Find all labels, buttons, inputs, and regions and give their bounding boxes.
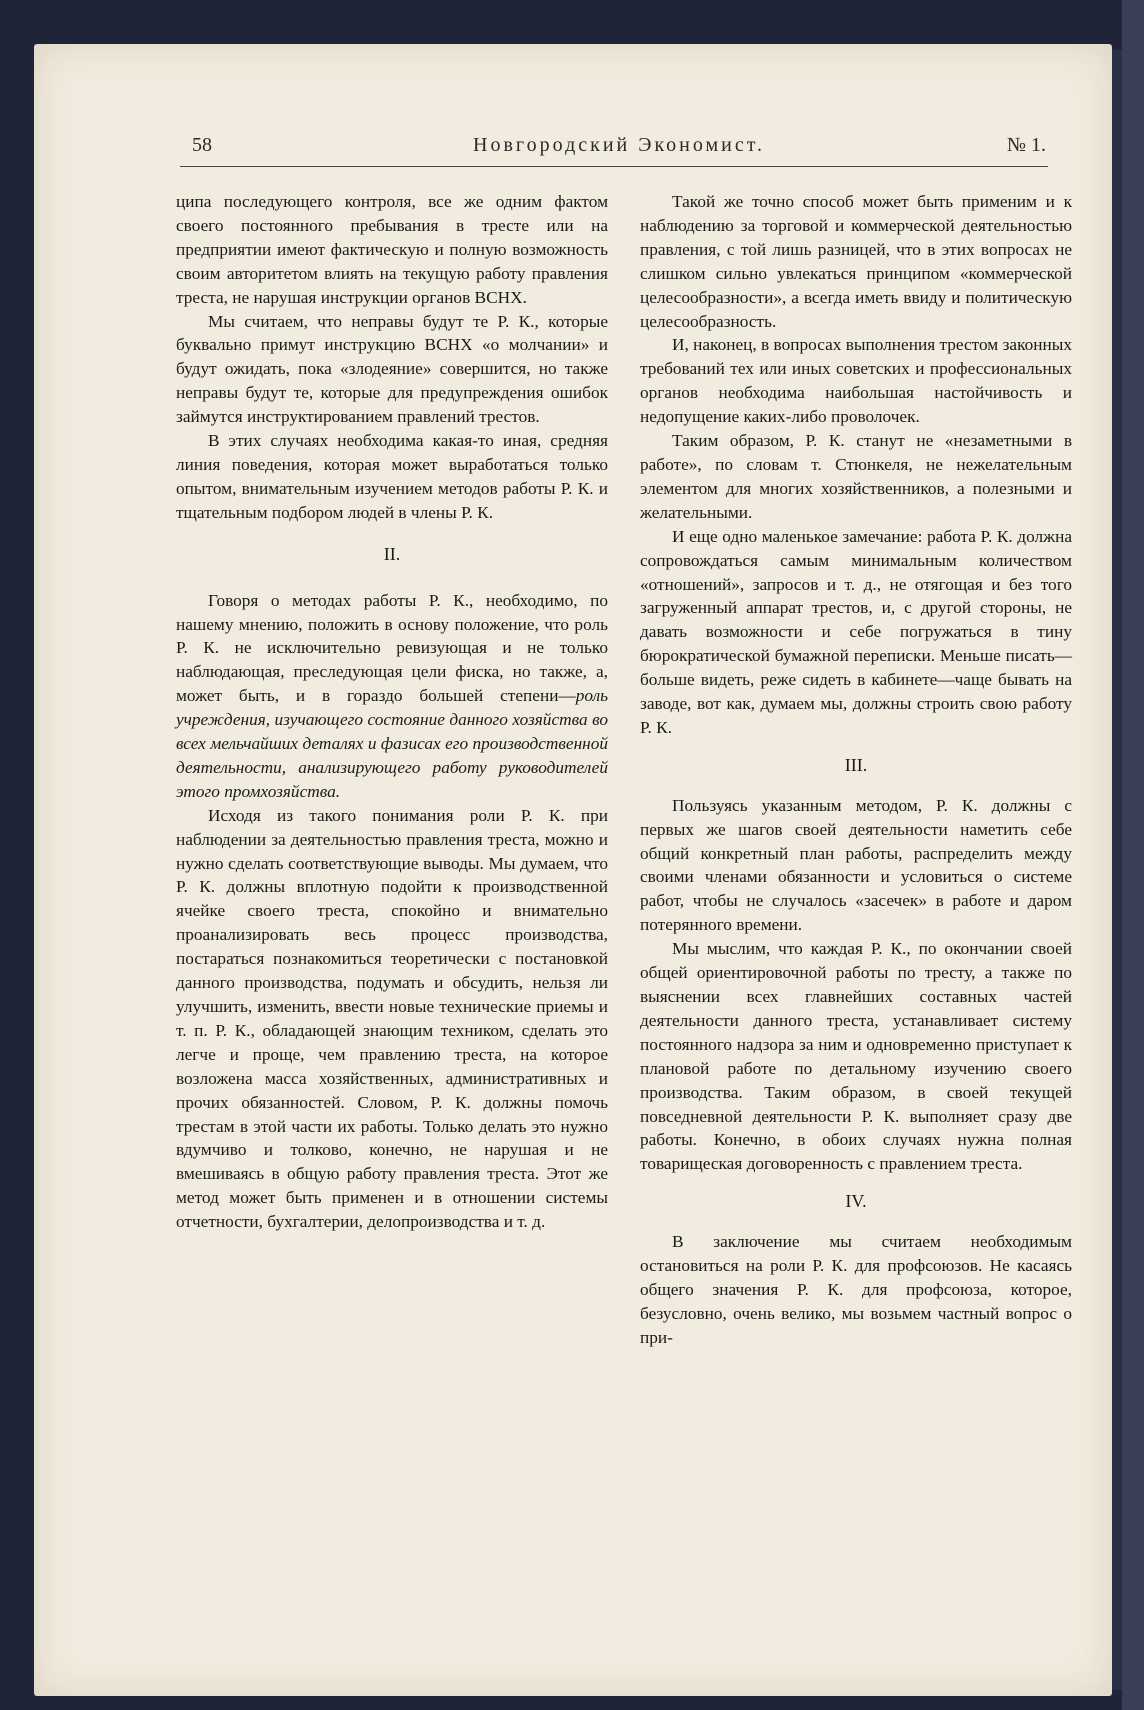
right-column xyxy=(640,190,1072,1350)
paragraph: В этих случаях необходима какая-то иная, средняя линия поведения, которая может выработаться только опытом, внимательным изучением методов работы Р. К. и тщательным подбором людей в члены Р. К. xyxy=(176,431,608,522)
paragraph: И, наконец, в вопросах выполнения трестом законных требований тех или иных советских и профессиональных органов необходима наибольшая настойчивость и недопущение каких-либо проволочек. xyxy=(640,335,1072,427)
paragraph: Исходя из такого понимания роли Р. К. при наблюдении за деятельностью правления треста, можно и нужно сделать соответствующие выводы. Мы думаем, что Р. К. должны вплотную подойти к производственной ячейке своего треста, спокойно и внимательно проанализировать весь процесс производства, постараться познакомиться теоретически с постановкой данного производства, подумать и обсудить, нельзя ли улучшить, изменить, ввести новые технические приемы и т. п. Р. К., обладающей знающим техником, сделать это легче и проще, чем правлению треста, на которое возложена масса хозяйственных, административных и прочих обязанностей. Словом, Р. К. должны помочь трестам в этой части их работы. Только делать это нужно вдумчиво и толково, конечно, не нарушая и не вмешиваясь в общую работу правления треста. Этот же метод может быть применен и в отношении системы отчетности, бухгалтерии, делопроизводства и т. д. xyxy=(176,805,608,1232)
header-rule xyxy=(180,166,1048,167)
section-heading-3: III. xyxy=(844,754,868,775)
left-column xyxy=(176,190,608,1234)
paragraph: Таким образом, Р. К. станут не «незаметными в работе», по словам т. Стюнкеля, не нежелательным элементом для многих хозяйственников, а полезными и желательными. xyxy=(640,431,1072,522)
book-spine xyxy=(1122,0,1144,1710)
paragraph: В заключение мы считаем необходимым остановиться на роли Р. К. для профсоюзов. Не касаясь общего значения Р. К. для профсоюза, которое, безусловно, очень велико, мы возьмем частный вопрос о при- xyxy=(640,1232,1072,1347)
paragraph: И еще одно маленькое замечание: работа Р. К. должна сопровождаться самым минимальным количеством «отношений», запросов и т. д., не отягощая и без того загруженный аппарат трестов, и, с другой стороны, не давать возможности и себе погружаться в тину бюрократической бумажной переписки. Меньше писать—больше видеть, реже сидеть в кабинете—чаще бывать на заводе, вот как, думаем мы, должны строить свою работу Р. К. xyxy=(640,526,1072,737)
running-header xyxy=(192,134,1046,166)
paragraph-text: Говоря о методах работы Р. К., необходимо, по нашему мнению, положить в основу положение, что роль Р. К. не исключительно ревизующая и не только наблюдающая, преследующая цели фиска, но также, а, может быть, и в гораздо большей степени— xyxy=(176,590,608,706)
page-edge xyxy=(1112,50,1122,1690)
issue-number: № 1. xyxy=(1006,134,1046,156)
paragraph xyxy=(176,589,608,804)
paragraph: ципа последующего контроля, все же одним фактом своего постоянного пребывания в тресте или на предприятии имеют фактическую и полную возможность своим авторитетом влиять на текущую работу правления треста, не нарушая инструкции органов ВСНХ. xyxy=(176,192,608,307)
section-heading-4: IV. xyxy=(845,1191,867,1212)
italic-emphasis: роль учреждения, изучающего состояние данного хозяйства во всех мельчайших деталях и фазисах его производственной деятельности, анализирующего работу руководителей этого промхозяйства. xyxy=(176,686,608,801)
journal-title: Новгородский Экономист. xyxy=(473,134,765,156)
paragraph: Пользуясь указанным методом, Р. К. должны с первых же шагов своей деятельности наметить себе общий конкретный план работы, распределить между своими членами обязанности и условиться о системе работ, чтобы не случалось «засечек» в работе и даром потерянного времени. xyxy=(640,795,1072,935)
paragraph: Мы считаем, что неправы будут те Р. К., которые буквально примут инструкцию ВСНХ «о молчании» и будут ожидать, пока «злодеяние» совершится, но также неправы будут те, которые для предупреждения ошибок займутся инструктированием правлений трестов. xyxy=(176,311,608,427)
paragraph: Такой же точно способ может быть применим и к наблюдению за торговой и коммерческой деятельностью правления, с той лишь разницей, что в этих вопросах не слишком сильно увлекаться принципом «коммерческой целесообразности», а всегда иметь ввиду и политическую целесообразность. xyxy=(640,192,1072,331)
paragraph: Мы мыслим, что каждая Р. К., по окончании своей общей ориентировочной работы по тресту, а также по выяснении всех главнейших составных частей деятельности данного треста, устанавливает систему постоянного надзора за ним и одновременно приступает к плановой работе по детальному изучению своего производства. Таким образом, в своей текущей повседневной деятельности Р. К. выполняет сразу две работы. Конечно, в обоих случаях нужна полная товарищеская договоренность с правлением треста. xyxy=(640,939,1072,1174)
page-number: 58 xyxy=(192,134,212,156)
section-heading-2: II. xyxy=(383,543,401,564)
